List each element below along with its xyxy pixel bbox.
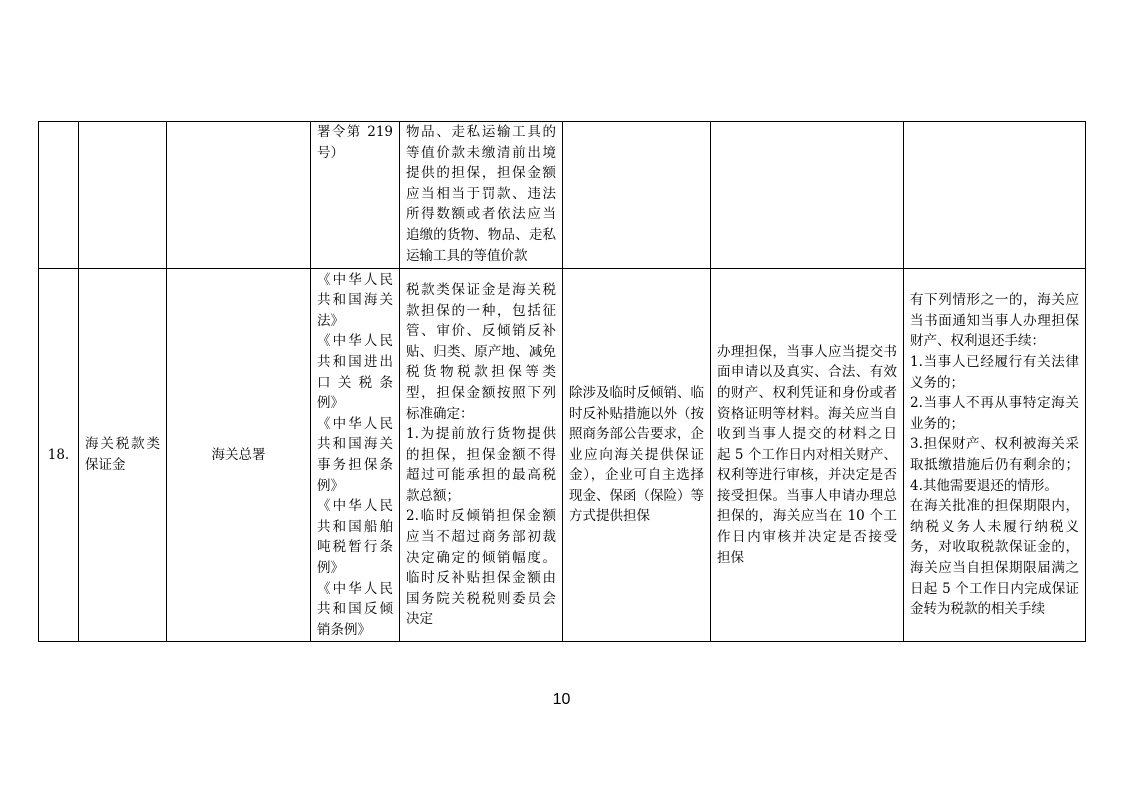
- legal-basis-line: 共和国进出: [317, 354, 393, 371]
- description-line: 1.为提前放行货物提供: [406, 426, 556, 443]
- refund-line: 2.当事人不再从事特定海关: [910, 395, 1079, 412]
- description-line: 等值价款未缴清前出境: [406, 144, 556, 161]
- conditions-line: 业应向海关提供保证: [569, 446, 704, 463]
- description-line: 决定确定的倾销幅度。: [406, 549, 556, 566]
- cell-procedure: [711, 122, 904, 269]
- cell-legal-basis: [311, 122, 400, 269]
- legal-basis-line: 共和国船舶: [317, 518, 393, 535]
- conditions-line: 照商务部公告要求，企: [569, 426, 704, 443]
- legal-basis-line: 销条例》: [317, 621, 371, 638]
- procedure-line: 担保: [717, 549, 744, 566]
- cell-description: [400, 269, 563, 642]
- item-name-line: 保证金: [85, 457, 126, 473]
- description-line: 提供的担保，担保金额: [406, 165, 556, 182]
- table-row-continued: [39, 122, 1086, 269]
- conditions-line: 现金、保函（保险）等: [569, 487, 704, 504]
- refund-line: 在海关批准的担保期限内，: [910, 498, 1079, 515]
- legal-basis-line: 吨税暂行条: [317, 539, 393, 556]
- legal-basis-line: 例》: [317, 395, 344, 412]
- row-number: 18.: [47, 446, 70, 463]
- cell-item-name: [79, 269, 167, 642]
- description-line: 款担保的一种，包括征: [406, 302, 556, 319]
- cell-refund: [904, 269, 1086, 642]
- legal-basis-line: 共和国海关: [317, 292, 393, 309]
- description-line: 应当不超过商务部初裁: [406, 529, 556, 546]
- procedure-line: 担保的，海关应当在 10 个工: [717, 508, 897, 525]
- refund-line: 3.担保财产、权利被海关采: [910, 436, 1079, 453]
- cell-department: [167, 269, 311, 642]
- legal-basis-line: 《中华人民: [317, 415, 393, 432]
- description-line: 超过可能承担的最高税: [406, 467, 556, 484]
- procedure-line: 接受担保。当事人申请办理总: [717, 487, 897, 504]
- refund-line: 务，对收取税款保证金的，: [910, 539, 1079, 556]
- description-line: 物品、走私运输工具的: [406, 124, 556, 140]
- refund-line: 4.其他需要退还的情形。: [910, 477, 1058, 494]
- legal-basis-line: 《中华人民: [317, 333, 393, 350]
- refund-line: 纳税义务人未履行纳税义: [910, 518, 1079, 535]
- legal-basis-line: 共和国反倾: [317, 601, 393, 618]
- legal-basis-line: 《中华人民: [317, 580, 393, 597]
- description-line: 国务院关税税则委员会: [406, 590, 556, 607]
- description-line: 税款类保证金是海关税: [406, 281, 556, 298]
- legal-basis-line: 口关税条: [317, 374, 393, 391]
- description-line: 标准确定：: [406, 405, 474, 422]
- refund-line: 1.当事人已经履行有关法律: [910, 354, 1079, 371]
- refund-line: 财产、权利退还手续：: [910, 333, 1045, 350]
- procedure-line: 权利等进行审核，并决定是否: [717, 467, 897, 484]
- legal-basis-line: 《中华人民: [317, 498, 393, 515]
- cell-conditions: [563, 122, 711, 269]
- legal-basis-line: 法》: [317, 312, 344, 329]
- legal-basis-line: 号）: [317, 144, 344, 161]
- cell-item-name: [79, 122, 167, 269]
- refund-line: 金转为税款的相关手续: [910, 601, 1045, 618]
- refund-line: 业务的；: [910, 415, 964, 432]
- description-line: 管、审价、反倾销反补: [406, 323, 556, 340]
- conditions-line: 方式提供担保: [569, 508, 650, 525]
- refund-line: 取抵缴措施后仍有剩余的；: [910, 457, 1079, 473]
- cell-number: [39, 122, 79, 269]
- procedure-line: 作日内审核并决定是否接受: [717, 529, 897, 546]
- description-line: 运输工具的等值价款: [406, 247, 528, 264]
- refund-line: 海关应当自担保期限届满之: [910, 559, 1079, 576]
- description-line: 2.临时反倾销担保金额: [406, 508, 556, 525]
- cell-legal-basis: [311, 269, 400, 642]
- cell-department: [167, 122, 311, 269]
- legal-basis-line: 例》: [317, 559, 344, 576]
- legal-basis-line: 事务担保条: [317, 457, 393, 473]
- procedure-line: 的财产、权利凭证和身份或者: [717, 384, 897, 401]
- deposit-table: [38, 121, 1086, 642]
- procedure-line: 资格证明等材料。海关应当自: [717, 405, 897, 422]
- department-text: 海关总署: [211, 446, 266, 463]
- conditions-line: 时反补贴措施以外（按: [569, 405, 704, 422]
- procedure-line: 面申请以及真实、合法、有效: [717, 364, 897, 381]
- refund-line: 义务的；: [910, 374, 964, 391]
- conditions-line: 金），企业可自主选择: [569, 467, 704, 484]
- description-line: 临时反补贴担保金额由: [406, 570, 556, 587]
- procedure-line: 起 5 个工作日内对相关财产、: [717, 446, 897, 463]
- description-line: 的担保，担保金额不得: [406, 446, 556, 463]
- legal-basis-line: 例》: [317, 477, 344, 494]
- description-line: 决定: [406, 611, 433, 628]
- procedure-line: 收到当事人提交的材料之日: [717, 426, 897, 443]
- description-line: 型，担保金额按照下列: [406, 384, 556, 401]
- refund-line: 当书面通知当事人办理担保: [910, 312, 1079, 329]
- description-line: 所得数额或者依法应当: [406, 206, 556, 223]
- legal-basis-line: 共和国海关: [317, 436, 393, 453]
- description-line: 税货物税款担保等类: [406, 364, 556, 381]
- description-line: 追缴的货物、物品、走私: [406, 226, 556, 243]
- legal-basis-line: 署令第 219: [317, 124, 393, 140]
- table-row-18: [39, 269, 1086, 642]
- item-name-line: 海关税款类: [85, 436, 160, 453]
- page-number: 10: [552, 691, 571, 708]
- cell-refund: [904, 122, 1086, 269]
- cell-description: [400, 122, 563, 269]
- description-line: 贴、归类、原产地、减免: [406, 343, 556, 360]
- refund-line: 日起 5 个工作日内完成保证: [910, 580, 1079, 597]
- cell-conditions: [563, 269, 711, 642]
- cell-number: [39, 269, 79, 642]
- conditions-line: 除涉及临时反倾销、临: [569, 384, 704, 401]
- cell-procedure: [711, 269, 904, 642]
- procedure-line: 办理担保，当事人应当提交书: [717, 343, 897, 360]
- refund-line: 有下列情形之一的，海关应: [910, 292, 1079, 309]
- legal-basis-line: 《中华人民: [317, 271, 393, 288]
- description-line: 应当相当于罚款、违法: [406, 185, 556, 202]
- description-line: 款总额；: [406, 487, 460, 504]
